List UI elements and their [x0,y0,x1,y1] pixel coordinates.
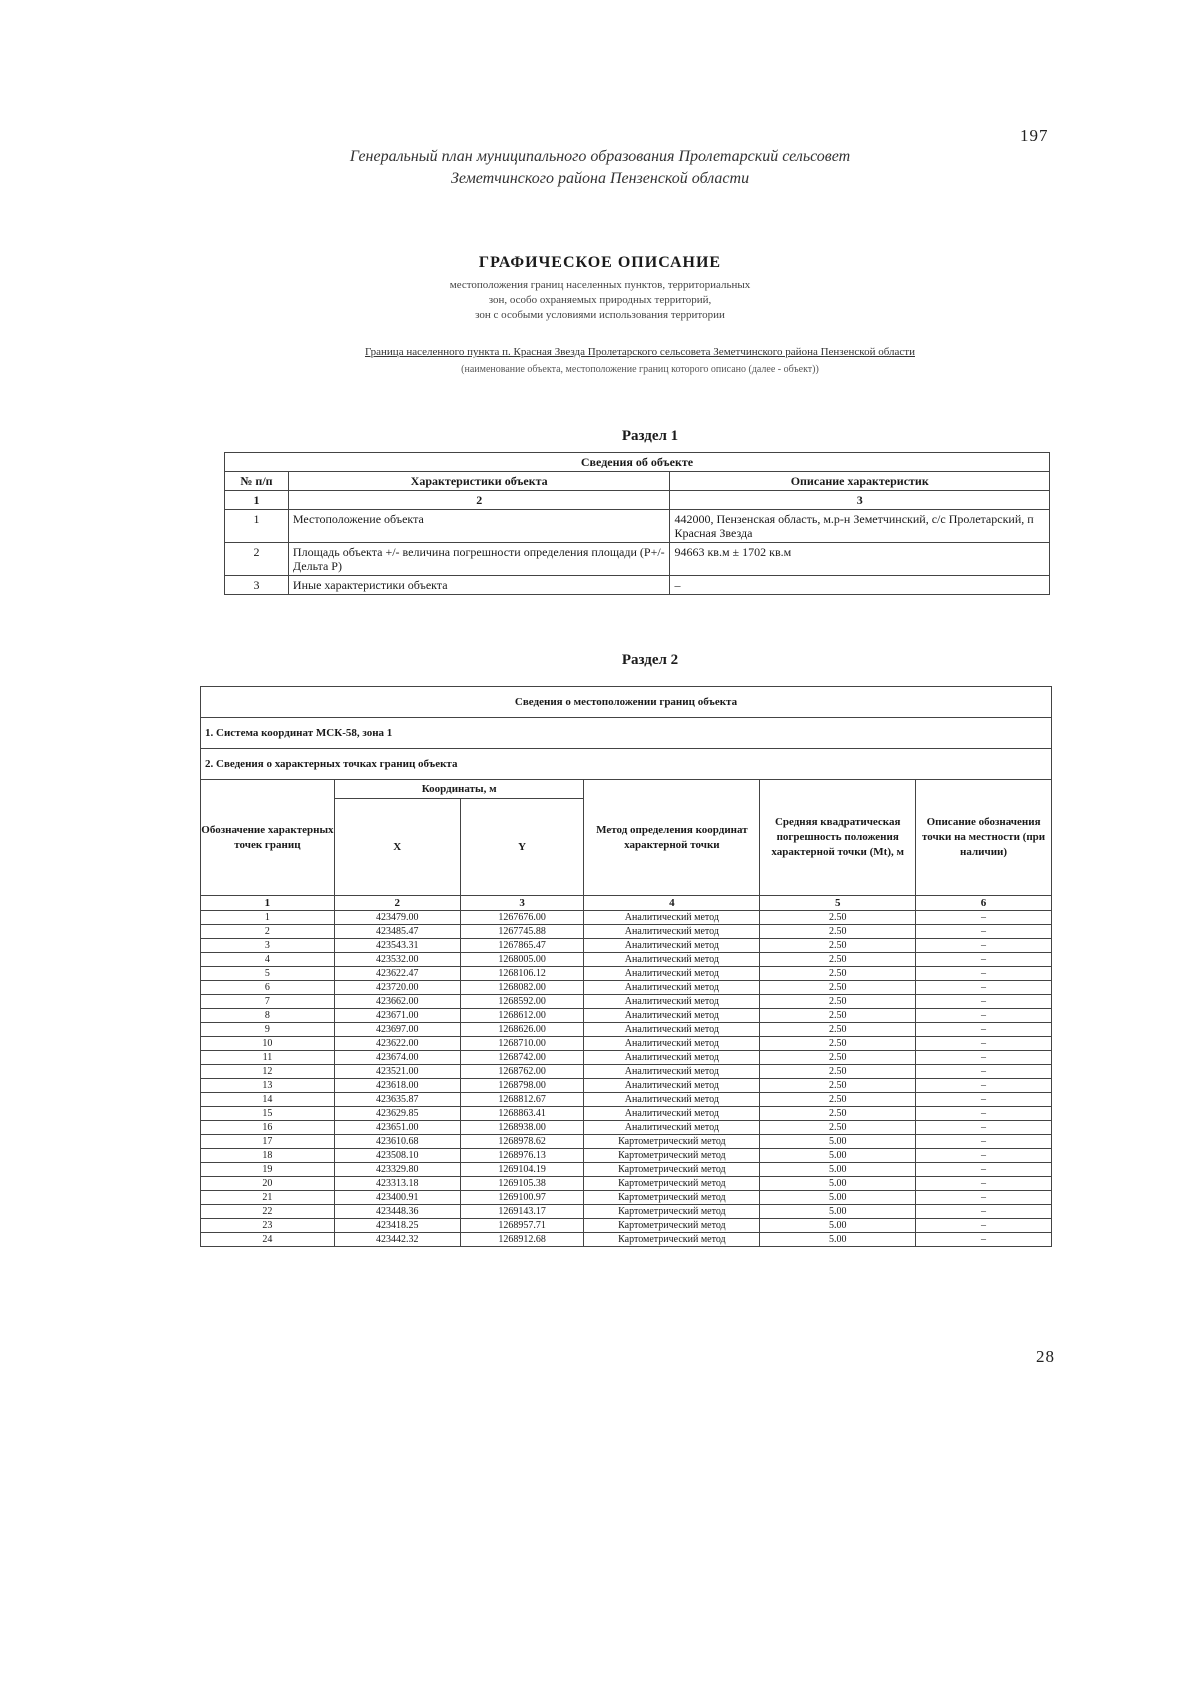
point-description: – [916,939,1052,953]
document-title: ГРАФИЧЕСКОЕ ОПИСАНИЕ [478,254,722,271]
point-description: – [916,1149,1052,1163]
point-method: Аналитический метод [584,925,760,939]
characteristic-value: – [670,576,1050,595]
point-y: 1268863.41 [460,1107,584,1121]
table-row [201,925,1052,939]
point-description: – [916,953,1052,967]
column-header-x: X [334,799,460,896]
point-description: – [916,1205,1052,1219]
point-method: Аналитический метод [584,1107,760,1121]
point-precision: 2.50 [760,1051,916,1065]
point-designation: 19 [201,1163,335,1177]
point-y: 1268812.67 [460,1093,584,1107]
column-header: № п/п [225,472,289,491]
point-description: – [916,1135,1052,1149]
point-method: Аналитический метод [584,1023,760,1037]
point-method: Картометрический метод [584,1191,760,1205]
point-designation: 12 [201,1065,335,1079]
point-designation: 16 [201,1121,335,1135]
point-y: 1268592.00 [460,995,584,1009]
point-designation: 3 [201,939,335,953]
point-y: 1269104.19 [460,1163,584,1177]
column-header: Характеристики объекта [288,472,670,491]
table-row [201,967,1052,981]
point-designation: 7 [201,995,335,1009]
point-precision: 2.50 [760,1121,916,1135]
point-precision: 2.50 [760,911,916,925]
section-1-title: Раздел 1 [621,428,679,444]
column-number: 4 [584,896,760,911]
point-designation: 6 [201,981,335,995]
point-x: 423418.25 [334,1219,460,1233]
row-number: 1 [225,510,289,543]
point-x: 423622.47 [334,967,460,981]
object-info-table [224,452,1050,595]
point-method: Аналитический метод [584,1009,760,1023]
column-number: 2 [334,896,460,911]
row-number: 3 [225,576,289,595]
points-info-title: 2. Сведения о характерных точках границ объекта [201,749,1052,780]
column-header: Описание характеристик [670,472,1050,491]
point-y: 1268978.62 [460,1135,584,1149]
point-method: Картометрический метод [584,1163,760,1177]
point-precision: 5.00 [760,1177,916,1191]
point-method: Картометрический метод [584,1177,760,1191]
point-y: 1269100.97 [460,1191,584,1205]
table-row [201,953,1052,967]
point-description: – [916,1023,1052,1037]
point-y: 1268798.00 [460,1079,584,1093]
point-x: 423651.00 [334,1121,460,1135]
point-designation: 17 [201,1135,335,1149]
table-row [201,1079,1052,1093]
coordinate-system: 1. Система координат МСК-58, зона 1 [201,718,1052,749]
point-x: 423313.18 [334,1177,460,1191]
point-method: Аналитический метод [584,953,760,967]
point-precision: 2.50 [760,1093,916,1107]
point-method: Аналитический метод [584,939,760,953]
point-x: 423442.32 [334,1233,460,1247]
point-method: Картометрический метод [584,1205,760,1219]
point-designation: 18 [201,1149,335,1163]
object-name: Граница населенного пункта п. Красная Звезда Пролетарского сельсовета Земетчинского района Пензенской области [364,346,915,358]
point-y: 1267676.00 [460,911,584,925]
point-precision: 5.00 [760,1233,916,1247]
point-precision: 2.50 [760,1023,916,1037]
point-description: – [916,1065,1052,1079]
table-row [201,1149,1052,1163]
point-y: 1268742.00 [460,1051,584,1065]
point-designation: 4 [201,953,335,967]
point-designation: 20 [201,1177,335,1191]
point-y: 1268106.12 [460,967,584,981]
object-caption: (наименование объекта, местоположение границ которого описано (далее - объект)) [461,364,819,375]
subtitle-line: зон с особыми условиями использования территории [475,309,725,321]
point-x: 423697.00 [334,1023,460,1037]
point-y: 1268938.00 [460,1121,584,1135]
column-number: 3 [460,896,584,911]
header-line-2: Земетчинского района Пензенской области [450,170,750,187]
column-header-precision: Средняя квадратическая погрешность положения характерной точки (Мt), м [760,780,916,896]
point-designation: 9 [201,1023,335,1037]
characteristic-name: Площадь объекта +/- величина погрешности определения площади (P+/-Дельта P) [288,543,670,576]
table-row [201,1023,1052,1037]
point-designation: 13 [201,1079,335,1093]
point-y: 1268626.00 [460,1023,584,1037]
point-y: 1268912.68 [460,1233,584,1247]
point-precision: 2.50 [760,939,916,953]
point-y: 1268976.13 [460,1149,584,1163]
point-designation: 11 [201,1051,335,1065]
boundary-table-title: Сведения о местоположении границ объекта [201,687,1052,718]
point-description: – [916,995,1052,1009]
point-precision: 2.50 [760,967,916,981]
table-row [201,981,1052,995]
column-number: 3 [670,491,1050,510]
point-x: 423485.47 [334,925,460,939]
point-description: – [916,1037,1052,1051]
point-method: Картометрический метод [584,1233,760,1247]
column-number: 2 [288,491,670,510]
point-description: – [916,1051,1052,1065]
table-row [201,939,1052,953]
table-row [201,1191,1052,1205]
column-header-designation: Обозначение характерных точек границ [201,780,335,896]
point-description: – [916,1079,1052,1093]
boundary-points-table [200,686,1052,1247]
section-2-title: Раздел 2 [621,652,679,668]
subtitle-line: зон, особо охраняемых природных территорий, [488,294,712,306]
table-row [201,1205,1052,1219]
point-method: Аналитический метод [584,981,760,995]
characteristic-value: 94663 кв.м ± 1702 кв.м [670,543,1050,576]
point-method: Аналитический метод [584,1093,760,1107]
point-designation: 5 [201,967,335,981]
column-header-y: Y [460,799,584,896]
point-method: Аналитический метод [584,1051,760,1065]
point-designation: 21 [201,1191,335,1205]
point-precision: 2.50 [760,1065,916,1079]
point-method: Аналитический метод [584,1079,760,1093]
table-row [201,1163,1052,1177]
point-y: 1268710.00 [460,1037,584,1051]
point-y: 1268957.71 [460,1219,584,1233]
point-precision: 2.50 [760,925,916,939]
point-x: 423543.31 [334,939,460,953]
table-row [201,1233,1052,1247]
point-method: Картометрический метод [584,1135,760,1149]
point-precision: 2.50 [760,995,916,1009]
point-y: 1268612.00 [460,1009,584,1023]
table-row [201,1219,1052,1233]
document-header [220,146,980,190]
point-precision: 2.50 [760,1079,916,1093]
point-precision: 5.00 [760,1191,916,1205]
table-row [201,1135,1052,1149]
point-y: 1267745.88 [460,925,584,939]
point-designation: 10 [201,1037,335,1051]
point-method: Аналитический метод [584,995,760,1009]
point-description: – [916,1219,1052,1233]
point-x: 423479.00 [334,911,460,925]
point-method: Аналитический метод [584,911,760,925]
point-x: 423662.00 [334,995,460,1009]
point-description: – [916,1163,1052,1177]
point-precision: 2.50 [760,1037,916,1051]
point-designation: 8 [201,1009,335,1023]
point-description: – [916,1177,1052,1191]
point-description: – [916,981,1052,995]
point-description: – [916,925,1052,939]
point-description: – [916,967,1052,981]
point-y: 1268762.00 [460,1065,584,1079]
point-precision: 5.00 [760,1163,916,1177]
point-precision: 5.00 [760,1219,916,1233]
table-row [201,1051,1052,1065]
table-row [201,1009,1052,1023]
characteristic-value: 442000, Пензенская область, м.р-н Земетчинский, с/с Пролетарский, п Красная Звезда [670,510,1050,543]
point-precision: 5.00 [760,1149,916,1163]
point-precision: 5.00 [760,1135,916,1149]
point-x: 423671.00 [334,1009,460,1023]
table-row [201,1177,1052,1191]
column-number: 6 [916,896,1052,911]
point-precision: 2.50 [760,1009,916,1023]
point-x: 423448.36 [334,1205,460,1219]
column-header-method: Метод определения координат характерной точки [584,780,760,896]
point-description: – [916,1191,1052,1205]
table-row [225,510,1050,543]
point-y: 1269143.17 [460,1205,584,1219]
page-number-bottom: 28 [1036,1347,1055,1366]
point-precision: 5.00 [760,1205,916,1219]
point-x: 423622.00 [334,1037,460,1051]
point-x: 423508.10 [334,1149,460,1163]
subtitle-line: местоположения границ населенных пунктов, территориальных [449,279,751,291]
point-y: 1269105.38 [460,1177,584,1191]
point-method: Аналитический метод [584,1037,760,1051]
point-x: 423610.68 [334,1135,460,1149]
point-description: – [916,1093,1052,1107]
table-row [201,1093,1052,1107]
point-y: 1267865.47 [460,939,584,953]
table-row [225,576,1050,595]
table-row [201,1065,1052,1079]
point-description: – [916,1121,1052,1135]
point-y: 1268005.00 [460,953,584,967]
point-x: 423618.00 [334,1079,460,1093]
point-designation: 14 [201,1093,335,1107]
point-description: – [916,1009,1052,1023]
column-header-coordinates: Координаты, м [334,780,584,799]
point-precision: 2.50 [760,981,916,995]
point-method: Аналитический метод [584,1065,760,1079]
characteristic-name: Иные характеристики объекта [288,576,670,595]
point-description: – [916,911,1052,925]
table-row [225,543,1050,576]
point-precision: 2.50 [760,1107,916,1121]
page-number-top: 197 [1020,126,1049,145]
object-info-table-title: Сведения об объекте [225,453,1050,472]
point-designation: 22 [201,1205,335,1219]
point-designation: 15 [201,1107,335,1121]
column-number: 1 [225,491,289,510]
point-method: Картометрический метод [584,1149,760,1163]
point-x: 423329.80 [334,1163,460,1177]
point-designation: 23 [201,1219,335,1233]
point-x: 423521.00 [334,1065,460,1079]
table-row [201,995,1052,1009]
table-row [201,1107,1052,1121]
point-x: 423400.91 [334,1191,460,1205]
point-x: 423629.85 [334,1107,460,1121]
point-method: Аналитический метод [584,967,760,981]
table-row [201,911,1052,925]
point-designation: 2 [201,925,335,939]
document-subtitle [250,278,950,323]
table-row [201,1121,1052,1135]
point-method: Аналитический метод [584,1121,760,1135]
characteristic-name: Местоположение объекта [288,510,670,543]
point-x: 423532.00 [334,953,460,967]
column-number: 1 [201,896,335,911]
point-x: 423635.87 [334,1093,460,1107]
table-row [201,1037,1052,1051]
point-method: Картометрический метод [584,1219,760,1233]
point-x: 423674.00 [334,1051,460,1065]
column-header-description: Описание обозначения точки на местности (при наличии) [916,780,1052,896]
point-y: 1268082.00 [460,981,584,995]
point-designation: 24 [201,1233,335,1247]
point-x: 423720.00 [334,981,460,995]
column-number: 5 [760,896,916,911]
point-description: – [916,1107,1052,1121]
point-designation: 1 [201,911,335,925]
header-line-1: Генеральный план муниципального образования Пролетарский сельсовет [349,148,851,165]
point-precision: 2.50 [760,953,916,967]
row-number: 2 [225,543,289,576]
point-description: – [916,1233,1052,1247]
